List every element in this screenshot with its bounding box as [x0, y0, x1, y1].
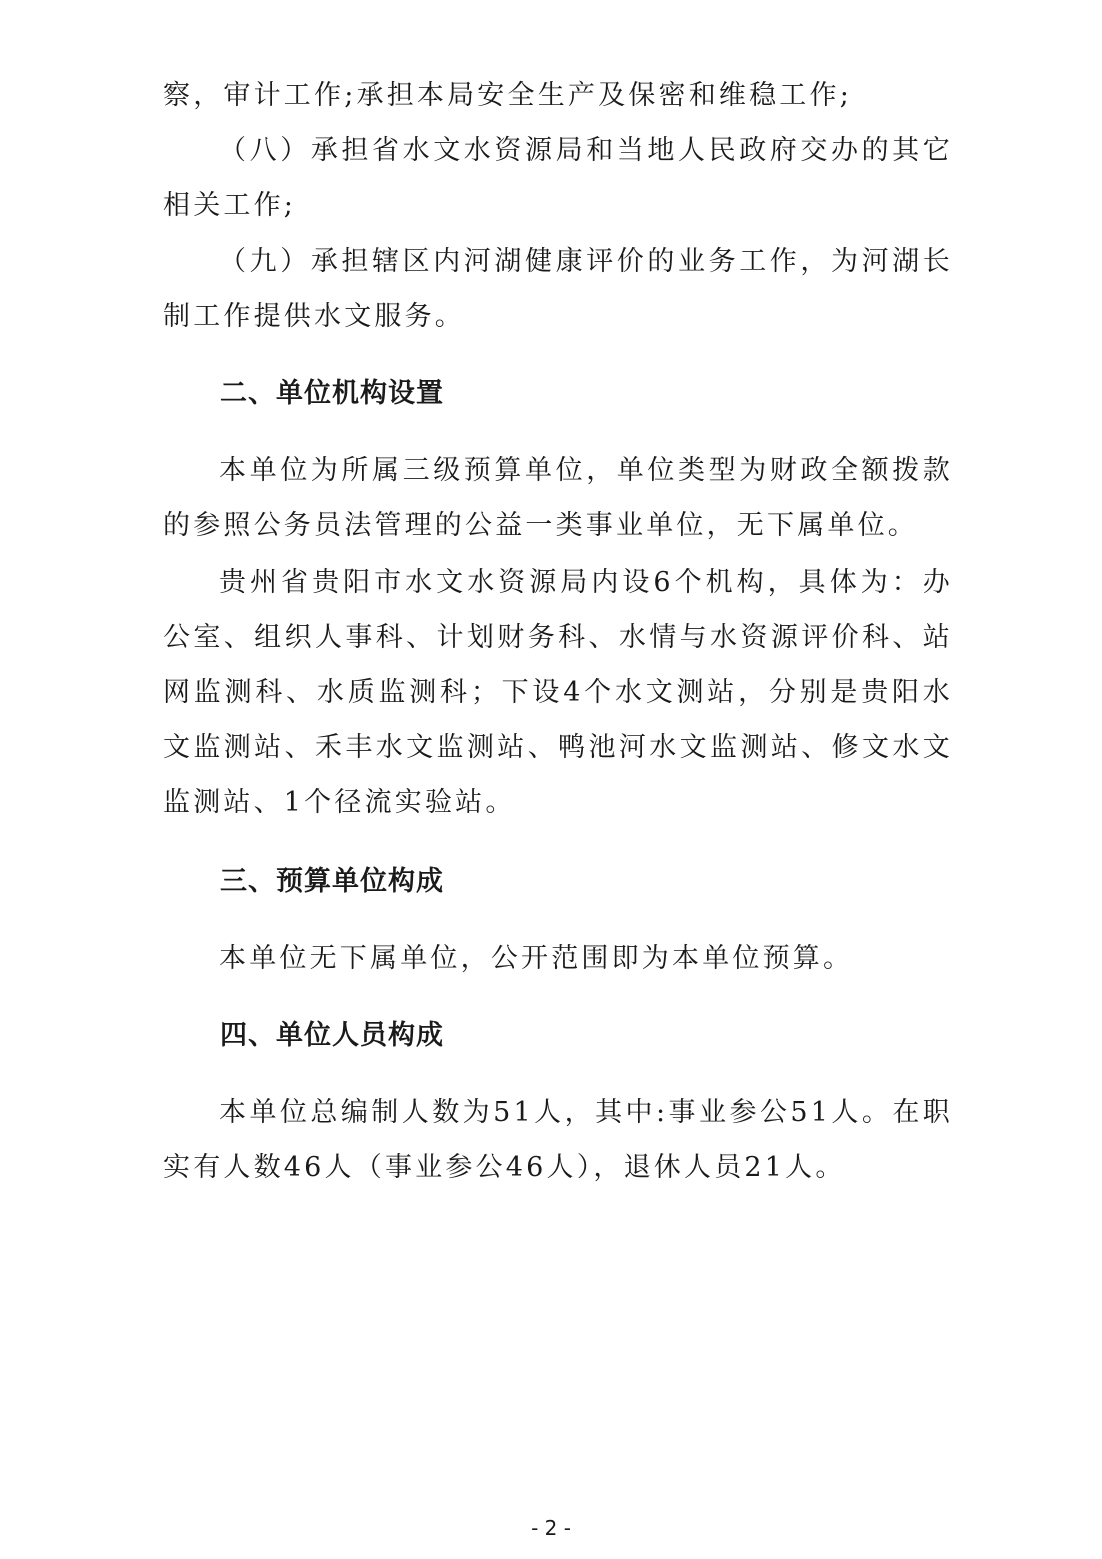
- paragraph-item-nine: （九）承担辖区内河湖健康评价的业务工作，为河湖长制工作提供水文服务。: [163, 246, 953, 332]
- paragraph-internal-structure: 贵州省贵阳市水文水资源局内设6个机构，具体为：办公室、组织人事科、计划财务科、水情与水资源评价科、站网监测科、水质监测科；下设4个水文测站，分别是贵阳水文监测站、禾丰水文监测站、鸭池河水文监测站、修文水文监测站、1个径流实验站。: [163, 567, 953, 818]
- page-number: - 2 -: [531, 1516, 571, 1540]
- paragraph-continuation: 察，审计工作;承担本局安全生产及保密和维稳工作;: [163, 80, 852, 111]
- section-heading-personnel: 四、单位人员构成: [220, 1020, 444, 1051]
- paragraph-item-eight: （八）承担省水文水资源局和当地人民政府交办的其它相关工作;: [163, 135, 953, 221]
- section-heading-organization: 二、单位机构设置: [220, 378, 444, 409]
- section-heading-budget-units: 三、预算单位构成: [220, 866, 444, 897]
- paragraph-personnel-counts: 本单位总编制人数为51人，其中:事业参公51人。在职实有人数46人（事业参公46人），退休人员21人。: [163, 1097, 953, 1183]
- paragraph-budget-scope: 本单位无下属单位，公开范围即为本单位预算。: [219, 943, 854, 974]
- paragraph-unit-type: 本单位为所属三级预算单位，单位类型为财政全额拨款的参照公务员法管理的公益一类事业单位，无下属单位。: [163, 455, 953, 541]
